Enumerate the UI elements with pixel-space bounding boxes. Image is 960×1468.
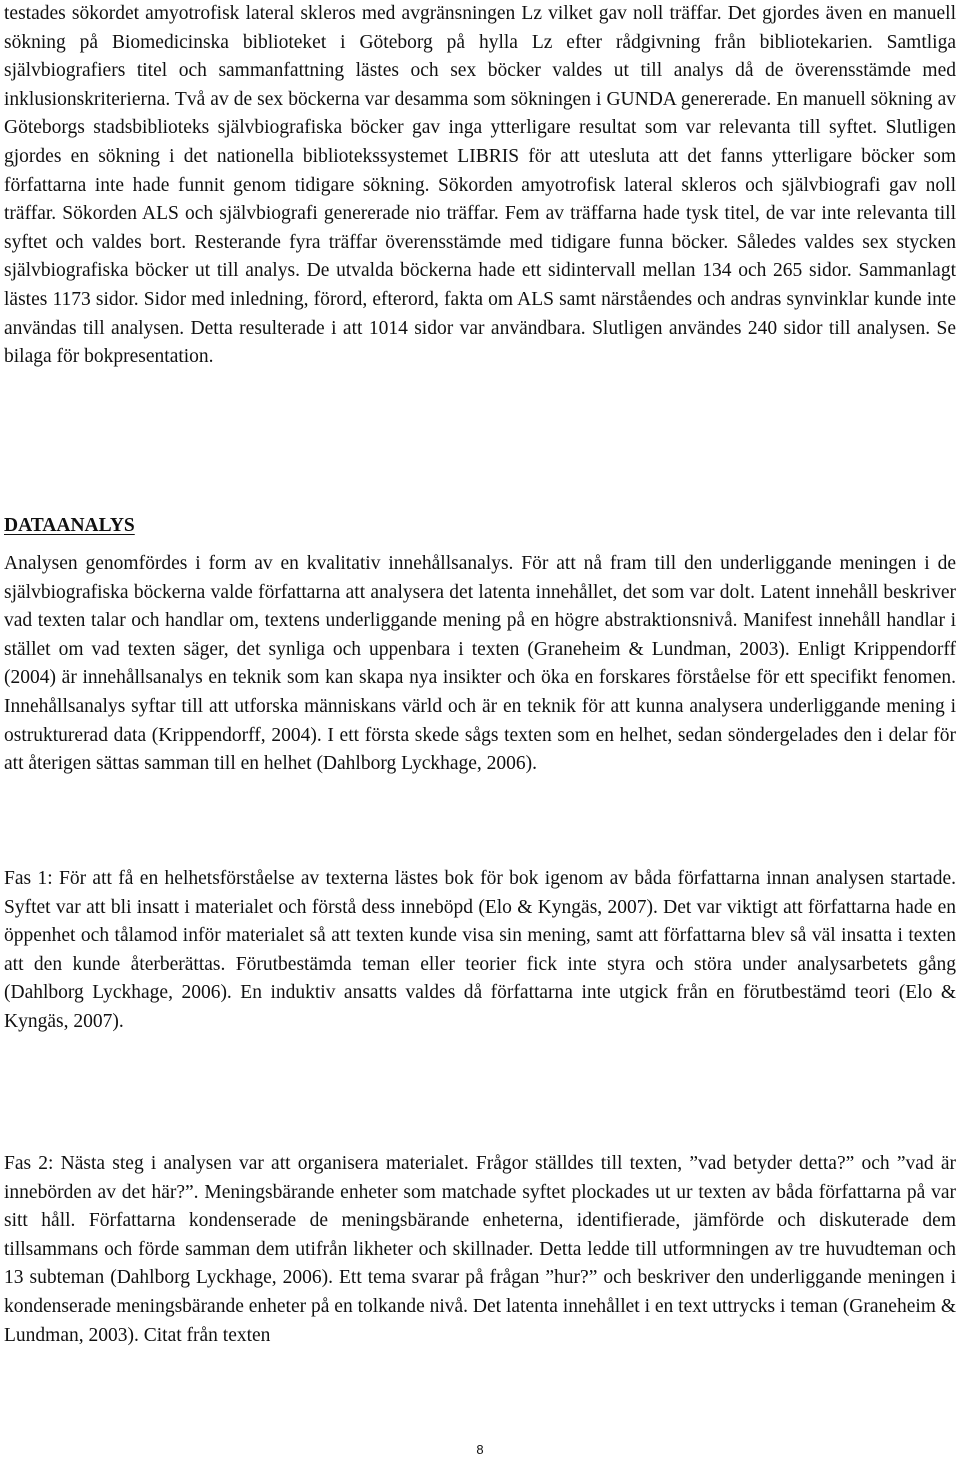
section-heading-dataanalys: DATAANALYS: [4, 515, 135, 536]
paragraph-fas-1: Fas 1: För att få en helhetsförståelse av texterna lästes bok för bok igenom av båda författarna innan analysen startade. Syftet var att bli insatt i materialet och förstå dess inneböрd (Elo & Kyngäs, 2007). Det var viktigt att författarna hade en öppenhet och tålamod inför materialet så att texten kunde visa sin mening, samt att författarna blev så väl insatta i texten att den kunde återberättas. Förutbestämda teman eller teorier fick inte styra och störa under analysarbetets gång (Dahlborg Lyckhage, 2006). En induktiv ansatts valdes då författarna inte utgick från en förutbestämd teori (Elo & Kyngäs, 2007).: [4, 868, 956, 1032]
paragraph-search-continued: testades sökordet amyotrofisk lateral skleros med avgränsningen Lz vilket gav noll träffar. Det gjordes även en manuell sökning på Biomedicinska biblioteket i Göteborg på hylla Lz efter rådgivning från bibliotekarien. Samtliga självbiografiers titel och sammanfattning lästes och sex böcker valdes ut till analys då de överensstämde med inklusionskriterierna. Två av de sex böckerna var desamma som sökningen i GUNDA genererade. En manuell sökning av Göteborgs stadsbiblioteks självbiografiska böcker gav inga ytterligare resultat som var relevanta till syftet. Slutligen gjordes en sökning i det nationella bibliotekssystemet LIBRIS för att utesluta att det fanns ytterligare böcker som författarna inte hade funnit genom tidigare sökning. Sökorden amyotrofisk lateral skleros och självbiografi gav noll träffar. Sökorden ALS och självbiografi genererade nio träffar. Fem av träffarna hade tysk titel, de var inte relevanta till syftet och valdes bort. Resterande fyra träffar överensstämde med tidigare funna böcker. Således valdes sex stycken självbiografiska böcker ut till analys. De utvalda böckerna hade ett sidintervall mellan 134 och 265 sidor. Sammanlagt lästes 1173 sidor. Sidor med inledning, förord, efterord, fakta om ALS samt närståendes och andras synvinklar kunde inte användas till analysen. Detta resulterade i att 1014 sidor var användbara. Slutligen användes 240 sidor till analysen. Se bilaga för bokpresentation.: [4, 3, 956, 368]
paragraph-fas-2: Fas 2: Nästa steg i analysen var att organisera materialet. Frågor ställdes till texten, ”vad betyder detta?” och ”vad är innebörden av det här?”. Meningsbärande enheter som matchade syftet plockades ut ur texten av båda författarna på var sitt håll. Författarna kondenserade de meningsbärande enheterna, identifierade, jämförde och diskuterade dem tillsammans och förde samman dem utifrån likheter och skillnader. Detta ledde till utformningen av tre huvudteman och 13 subteman (Dahlborg Lyckhage, 2006). Ett tema svarar på frågan ”hur?” och beskriver den underliggande meningen i kondenserade meningsbärande enheter på en tolkande nivå. Det latenta innehållet i en text uttrycks i teman (Graneheim & Lundman, 2003). Citat från texten: [4, 1153, 956, 1346]
paragraph-dataanalys: Analysen genomfördes i form av en kvalitativ innehållsanalys. För att nå fram till den underliggande meningen i de självbiografiska böckerna valde författarna att analysera det latenta innehållet, det som var dolt. Latent innehåll beskriver vad texten talar och handlar om, textens underliggande mening på en högre abstraktionsnivå. Manifest innehåll handlar i stället om vad texten säger, det synliga och uppenbara i texten (Graneheim & Lundman, 2003). Enligt Krippendorff (2004) är innehållsanalys en teknik som kan skapa nya insikter och öka en forskares förståelse för ett specifikt fenomen. Innehållsanalys syftar till att utforska människans värld och är en teknik för att kunna analysera underliggande mening i ostrukturerad data (Krippendorff, 2004). I ett första skede sågs texten som en helhet, sedan söndergelades den i delar för att återigen sättas samman till en helhet (Dahlborg Lyckhage, 2006).: [4, 553, 956, 775]
page-number: 8: [476, 1442, 484, 1457]
